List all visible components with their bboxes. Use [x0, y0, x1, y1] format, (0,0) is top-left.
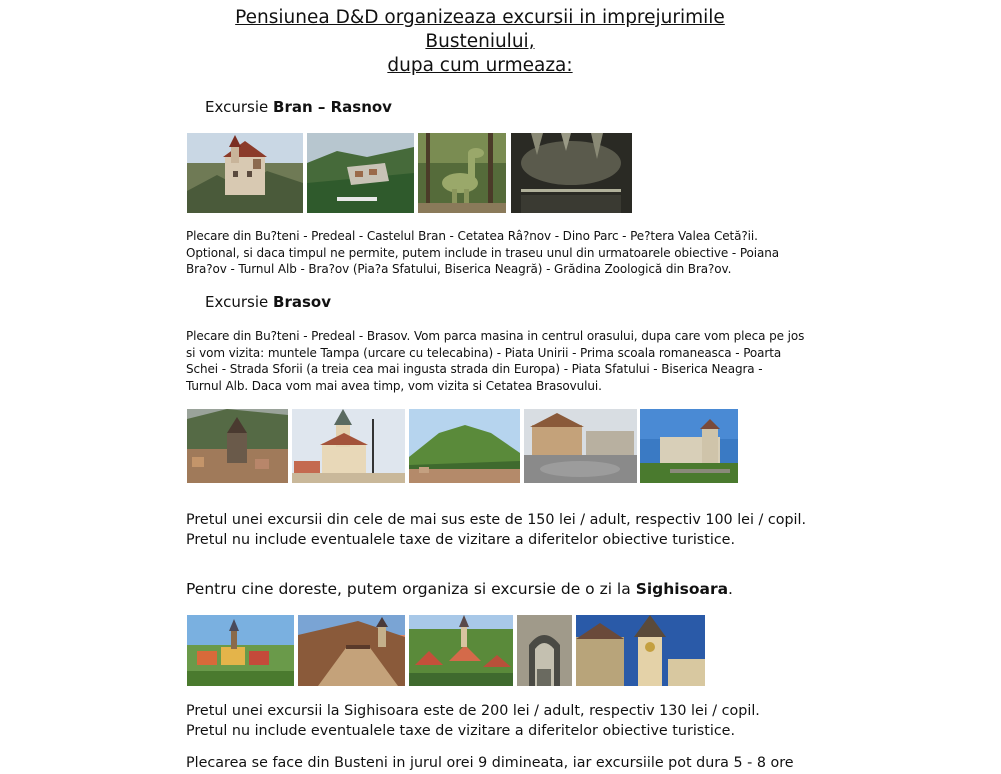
- heading-prefix: Excursie: [205, 98, 269, 116]
- tampa-mountain-photo: [409, 409, 520, 483]
- sighisoara-intro: [186, 578, 733, 600]
- bran-description-line: Plecare din Bu?teni - Predeal - Castelul Bran - Cetatea Râ?nov - Dino Parc - Pe?tera Valea Cetă?ii.: [186, 229, 758, 243]
- bran-description-line: Bra?ov - Turnul Alb - Bra?ov (Pia?a Sfatului, Biserica Neagră) - Grădina Zoologică din Bra?ov.: [186, 262, 732, 276]
- departure-line: Plecarea se face din Busteni in jurul orei 9 dimineata, iar excursiile pot dura 5 - 8 ore: [186, 755, 794, 771]
- heading-prefix: Excursie: [205, 293, 269, 311]
- price-line: Pretul unei excursii din cele de mai sus este de 150 lei / adult, respectiv 100 lei / copil.: [186, 512, 807, 528]
- section-heading-brasov: [205, 292, 331, 312]
- heading-bold: Brasov: [273, 293, 331, 311]
- section-heading-bran: [205, 97, 392, 117]
- brasov-description-line: Plecare din Bu?teni - Predeal - Brasov. Vom parca masina in centrul orasului, dupa care vom pleca pe jos: [186, 329, 805, 343]
- city-view-photo: [187, 409, 288, 483]
- price-note-line: Pretul nu include eventualele taxe de vizitare a diferitelor obiective turistice.: [186, 531, 736, 548]
- cave-photo: [511, 133, 632, 213]
- fortress-photo: [307, 133, 414, 213]
- citadel-photo: [640, 409, 738, 483]
- page-title-line1: Pensiunea D&D organizeaza excursii in imprejurimile Busteniului,: [235, 7, 725, 52]
- page-title: [200, 6, 760, 78]
- covered-stairs-photo: [298, 615, 405, 686]
- page-title-line2: dupa cum urmeaza:: [387, 55, 573, 76]
- price-line: Pretul unei excursii la Sighisoara este de 200 lei / adult, respectiv 130 lei / copil.: [186, 703, 760, 719]
- sighisoara-name: Sighisoara: [635, 580, 729, 598]
- castle-photo: [187, 133, 303, 213]
- price-note-line: Pretul nu include eventualele taxe de vizitare a diferitelor obiective turistice.: [186, 722, 736, 739]
- brasov-description-line: Turnul Alb. Daca vom mai avea timp, vom vizita si Cetatea Brasovului.: [186, 378, 602, 393]
- bran-description: [186, 228, 780, 278]
- bran-description-line: Optional, si daca timpul ne permite, putem include in traseu unul din urmatoarele obiective - Poiana: [186, 245, 780, 260]
- brasov-description-line: Schei - Strada Sforii (a treia cea mai ingusta strada din Europa) - Piata Sfatului - Biserica Neagra -: [186, 362, 763, 376]
- brasov-description: [186, 328, 805, 394]
- rooftops-photo: [409, 615, 513, 686]
- price-info: [186, 511, 807, 550]
- sighisoara-price-info: [186, 702, 786, 741]
- square-photo: [524, 409, 637, 483]
- sighisoara-intro-suffix: .: [728, 580, 733, 598]
- brasov-description-line: si vom vizita: muntele Tampa (urcare cu telecabina) - Piata Unirii - Prima scoala romaneasca - Poarta: [186, 345, 782, 360]
- sighisoara-panorama-photo: [187, 615, 294, 686]
- sighisoara-intro-prefix: Pentru cine doreste, putem organiza si excursie de o zi la: [186, 580, 631, 598]
- dinosaur-photo: [418, 133, 506, 213]
- gate-photo: [517, 615, 572, 686]
- town-hall-photo: [292, 409, 405, 483]
- heading-bold: Bran – Rasnov: [273, 98, 392, 116]
- departure-info: [186, 754, 794, 774]
- clock-tower-photo: [576, 615, 705, 686]
